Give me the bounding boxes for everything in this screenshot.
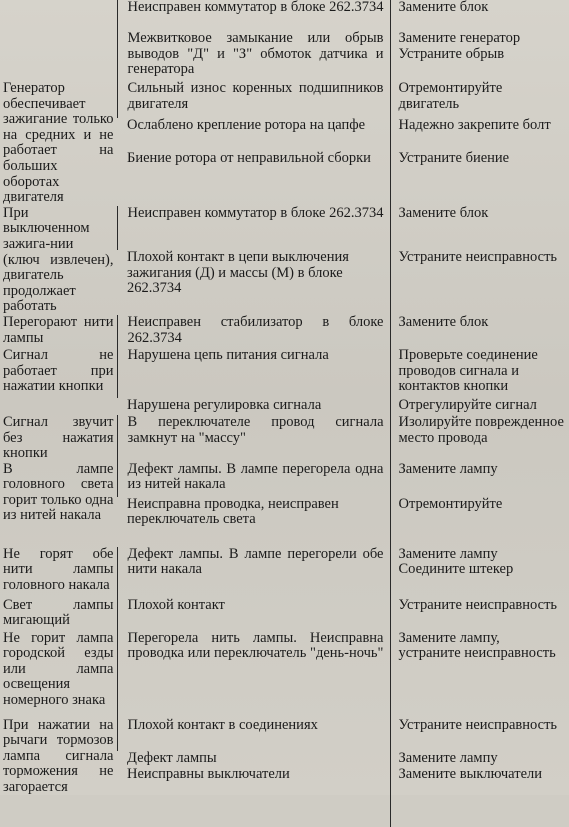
- cause-cell: Плохой контакт в соединениях: [117, 718, 390, 751]
- table-row: [0, 348, 569, 398]
- remedy-cell: Замените выключатели: [390, 767, 569, 827]
- symptom-cell: Не горит лампа городской езды или лампа освещения номерного знака: [3, 629, 114, 709]
- remedy-cell: Замените лампу, устраните неисправность: [390, 631, 569, 718]
- cause-cell: Дефект лампы: [127, 749, 217, 766]
- cause-cell: Биение ротора от неправильной сборки: [127, 150, 371, 167]
- cause-cell: Межвитковое замыкание или обрыв выводов "Д" и "З" обмоток датчика и генератора: [117, 31, 390, 81]
- table-row: [0, 206, 569, 250]
- cause-cell: Сильный износ коренных подшипников двигателя: [117, 81, 390, 118]
- table-row: [0, 718, 569, 751]
- symptom-cell: Сигнал звучит без нажатия кнопки: [3, 413, 114, 462]
- symptom-cell: Сигнал не работает при нажатии кнопки: [3, 346, 114, 395]
- remedy-cell: Устраните неисправность: [390, 598, 569, 631]
- table-row: [0, 547, 569, 598]
- cause-cell: Плохой контакт в цепи выключения зажигания (Д) и массы (М) в блоке 262.3734: [127, 248, 349, 297]
- cause-cell: Ослаблено крепление ротора на цапфе: [127, 116, 366, 133]
- cause-cell: Неисправна проводка, неисправен переключатель света: [127, 495, 339, 528]
- cause-cell: Неисправны выключатели: [127, 765, 290, 782]
- cause-cell: Перегорела нить лампы. Неисправна проводка или переключатель "день-ночь": [117, 631, 390, 718]
- remedy-cell: Замените блок: [390, 206, 569, 250]
- table-row: [0, 462, 569, 497]
- symptom-cell: Свет лампы мигающий: [3, 596, 114, 629]
- remedy-cell: Отремонтируйте двигатель: [390, 81, 569, 118]
- table-row: [0, 631, 569, 718]
- remedy-cell: Замените генератор Устраните обрыв: [390, 31, 569, 81]
- cause-cell: Нарушена цепь питания сигнала: [117, 348, 390, 398]
- remedy-cell: Устраните неисправность: [390, 250, 569, 315]
- cause-cell: Неисправен коммутатор в блоке 262.3734: [117, 0, 390, 31]
- cause-cell: В переключателе провод сигнала замкнут на "массу": [117, 415, 390, 462]
- remedy-cell: Надежно закрепите болт: [390, 118, 569, 152]
- symptom-cell: [0, 31, 117, 81]
- remedy-cell: Отремонтируйте: [390, 497, 569, 547]
- remedy-cell: Отрегулируйте сигнал: [390, 398, 569, 415]
- remedy-cell: Замените блок: [390, 315, 569, 348]
- table-row: [0, 0, 569, 31]
- remedy-cell: Замените лампу Соедините штекер: [390, 547, 569, 598]
- table-row: [0, 598, 569, 631]
- remedy-cell: Устраните биение: [390, 151, 569, 206]
- cause-cell: Неисправен коммутатор в блоке 262.3734: [117, 206, 390, 250]
- cause-cell: Неисправен стабилизатор в блоке 262.3734: [117, 315, 390, 348]
- symptom-cell: Генератор обеспечивает зажигание только на средних и не работает на больших оборотах двигателя: [3, 80, 114, 206]
- remedy-cell: Замените блок: [390, 0, 569, 31]
- remedy-cell: Устраните неисправность: [390, 718, 569, 751]
- cause-cell: Плохой контакт: [117, 598, 390, 631]
- cause-cell: Дефект лампы. В лампе перегорели обе нити накала: [117, 547, 390, 598]
- symptom-cell: Перегорают нити лампы: [3, 313, 114, 346]
- table-row: [0, 315, 569, 348]
- symptom-cell: В лампе головного света горит только одна из нитей накала: [3, 460, 114, 524]
- remedy-cell: Замените лампу: [390, 751, 569, 767]
- table-row: [0, 31, 569, 81]
- remedy-cell: Замените лампу: [390, 462, 569, 497]
- remedy-cell: Изолируйте поврежденное место провода: [390, 415, 569, 462]
- symptom-cell: [0, 0, 117, 31]
- symptom-cell: При нажатии на рычаги тормозов лампа сигнала торможения не загорается: [3, 716, 114, 796]
- cause-cell: Нарушена регулировка сигнала: [127, 396, 322, 413]
- cause-cell: Дефект лампы. В лампе перегорела одна из нитей накала: [117, 462, 390, 497]
- symptom-cell: При выключенном зажига-нии (ключ извлечен), двигатель продолжает работать: [3, 204, 114, 315]
- table-row: [0, 81, 569, 118]
- symptom-cell: Не горят обе нити лампы головного накала: [3, 545, 114, 593]
- table-row: [0, 415, 569, 462]
- remedy-cell: Проверьте соединение проводов сигнала и контактов кнопки: [390, 348, 569, 398]
